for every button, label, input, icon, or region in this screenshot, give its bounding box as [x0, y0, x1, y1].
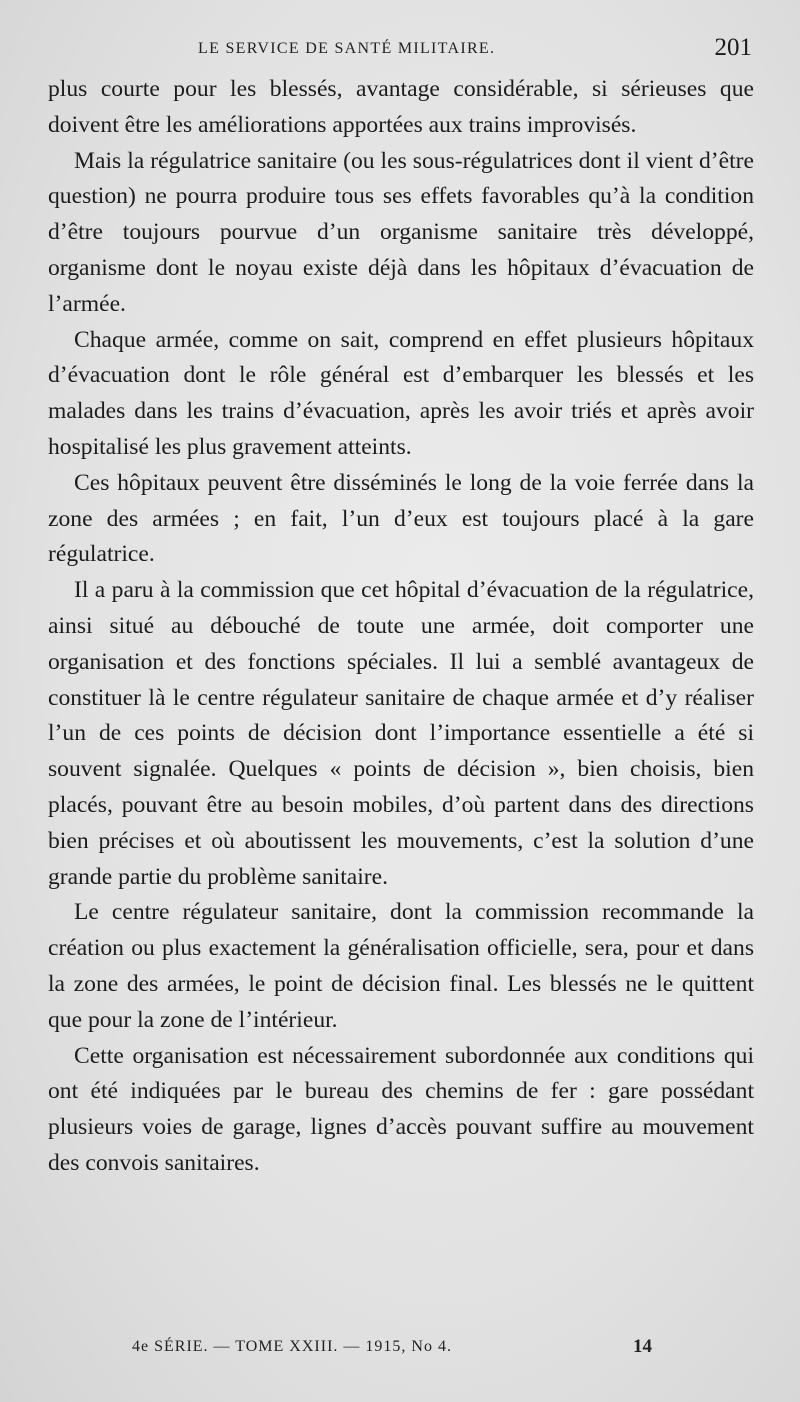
page-body [48, 72, 754, 1182]
page-number: 201 [714, 34, 752, 61]
printer-signature: 4e SÉRIE. — TOME XXIII. — 1915, No 4. [132, 1338, 452, 1355]
page-header [48, 34, 752, 66]
paragraph: Chaque armée, comme on sait, comprend en effet plusieurs hôpitaux d’évacuation dont le rôle général est d’embarquer les blessés et les malades dans les trains d’évacuation, après les avoir triés et après avoir hospitalisé les plus gravement atteints. [48, 326, 754, 460]
paragraph: Cette organisation est nécessairement subordonnée aux conditions qui ont été indiquées par le bureau des chemins de fer : gare possédant plusieurs voies de garage, lignes d’accès pouvant suffire au mouvement des convois sanitaires. [48, 1042, 754, 1176]
page-footer [48, 1338, 752, 1364]
paragraph: Ces hôpitaux peuvent être disséminés le long de la voie ferrée dans la zone des armées ; en fait, l’un d’eux est toujours placé à la gare régulatrice. [48, 469, 754, 568]
paragraph: Il a paru à la commission que cet hôpital d’évacuation de la régulatrice, ainsi situé au débouché de toute une armée, doit comporter une organisation et des fonctions spéciales. Il lui a semblé avantageux de constituer là le centre régulateur sanitaire de chaque armée et d’y réaliser l’un de ces points de décision dont l’importance essentielle a été si souvent signalée. Quelques « points de décision », bien choisis, bien placés, pouvant être au besoin mobiles, d’où partent dans des directions bien précises et où aboutissent les mouvements, c’est la solution d’une grande partie du problème sanitaire. [48, 577, 754, 890]
paragraph-continuation: plus courte pour les blessés, avantage considérable, si sérieuses que doivent être les améliorations apportées aux trains improvisés. [48, 76, 754, 138]
running-title: LE SERVICE DE SANTÉ MILITAIRE. [198, 40, 496, 57]
paragraph: Le centre régulateur sanitaire, dont la commission recommande la création ou plus exactement la généralisation officielle, sera, pour et dans la zone des armées, le point de décision final. Les blessés ne le quittent que pour la zone de l’intérieur. [48, 899, 754, 1033]
paragraph: Mais la régulatrice sanitaire (ou les sous-régulatrices dont il vient d’être question) ne pourra produire tous ses effets favorables qu’à la condition d’être toujours pourvue d’un organisme sanitaire très développé, organisme dont le noyau existe déjà dans les hôpitaux d’évacuation de l’armée. [48, 147, 754, 317]
sheet-number: 14 [633, 1336, 652, 1357]
